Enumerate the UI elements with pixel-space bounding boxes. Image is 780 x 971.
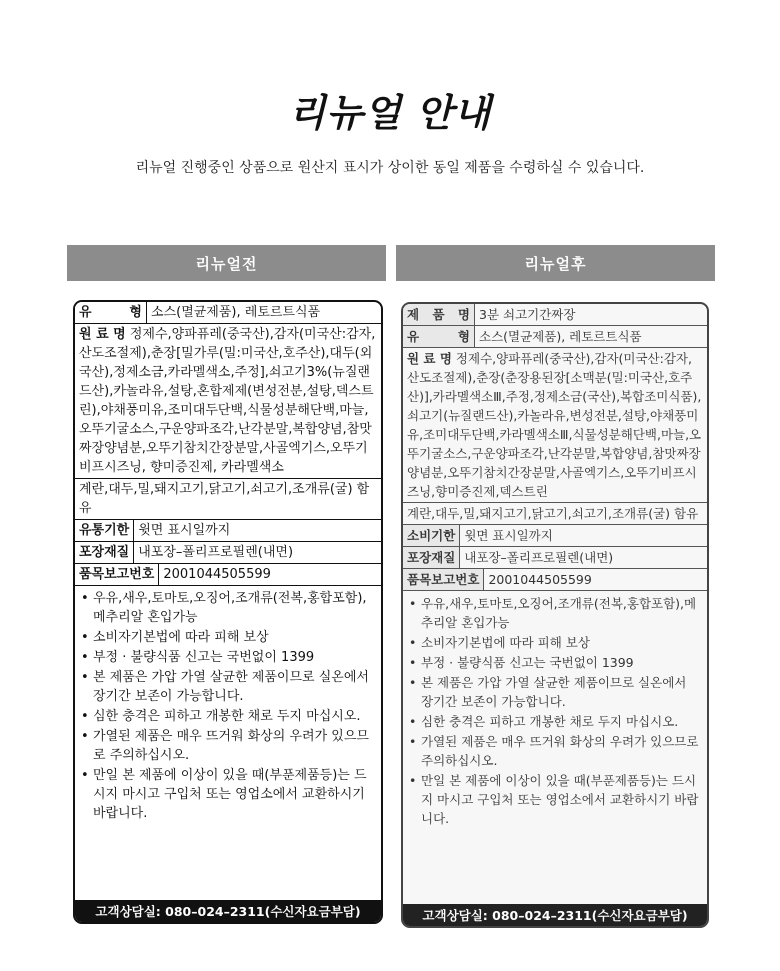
report-value: 2001044505599: [488, 572, 592, 587]
before-column-header: 리뉴얼전: [67, 245, 386, 281]
notes-list: [403, 591, 707, 831]
page-title: 리뉴얼 안내: [288, 91, 492, 135]
ingredients-value: 정제수,양파퓨레(중국산),감자(미국산:감자,산도조절제),춘장(춘장용된장[소맥분(밀:미국산,호주산)],카라멜색소Ⅲ,주정,정제소금(국산),복합조미식품),쇠고기(뉴질랜드산),카놀라유,변성전분,설탕,야채풍미유,조미대두단백,카라멜색소Ⅲ,식물성분해단백,마늘,오뚜기굴소스,구운양파조각,난각분말,복합양념,참맛짜장양념분,오뚜기참치간장분말,사골엑기스,오뚜기비프시즈닝,향미증진제,덱스트린: [407, 351, 702, 499]
expiry-row: [75, 520, 381, 542]
notes-list: [75, 586, 381, 826]
list-item: • 소비자기본법에 따라 피해 보상: [409, 633, 701, 652]
product-name-key: 제 품 명: [403, 304, 475, 325]
allergen-row: 계란,대두,밀,돼지고기,닭고기,쇠고기,조개류(굴) 함유: [75, 479, 381, 520]
customer-service-footer: 고객상담실: 080–024–2311(수신자요금부담): [75, 900, 381, 922]
ingredients-row: [403, 348, 707, 503]
list-item: • 소비자기본법에 따라 피해 보상: [81, 628, 375, 647]
packaging-value: 내포장–폴리프로필렌(내면): [138, 545, 294, 560]
packaging-row: [75, 542, 381, 564]
report-key: 품목보고번호: [75, 564, 159, 585]
after-label-image: [401, 302, 709, 928]
expiry-key: 유통기한: [75, 520, 134, 541]
packaging-key: 포장재질: [75, 542, 134, 563]
list-item: • 가열된 제품은 매우 뜨거워 화상의 우려가 있으므로 주의하십시오.: [81, 727, 375, 765]
expiry-value: 윗면 표시일까지: [138, 523, 231, 538]
list-item: • 부정 · 불량식품 신고는 국번없이 1399: [81, 648, 375, 667]
list-item: • 본 제품은 가압 가열 살균한 제품이므로 실온에서 장기간 보존이 가능합니다.: [409, 673, 701, 711]
expiry-key: 소비기한: [403, 525, 460, 546]
before-label-image: [73, 300, 383, 924]
type-value: 소스(멸균제품), 레토르트식품: [479, 329, 642, 344]
list-item: • 만일 본 제품에 이상이 있을 때(부푼제품등)는 드시지 마시고 구입처 또는 영업소에서 교환하시기 바랍니다.: [81, 766, 375, 823]
ingredients-value: 정제수,양파퓨레(중국산),감자(미국산:감자,산도조절제),춘장[밀가루(밀:미국산,호주산),대두(외국산),정제소금,카라멜색소,주정],쇠고기3%(뉴질랜드산),카놀라유,설탕,혼합제제(변성전분,설탕,덱스트린),야채풍미유,조미대두단백,식물성분해단백,마늘,오뚜기굴소스,구운양파조각,난각분말,복합양념,참맛짜장양념분,오뚜기참치간장분말,사골엑기스,오뚜기비프시즈닝, 향미증진제, 카라멜색소: [79, 327, 376, 475]
report-value: 2001044505599: [163, 567, 271, 582]
list-item: • 심한 충격은 피하고 개봉한 채로 두지 마십시오.: [409, 712, 701, 731]
customer-service-footer: 고객상담실: 080–024–2311(수신자요금부담): [403, 904, 707, 926]
expiry-value: 윗면 표시일까지: [464, 528, 553, 543]
packaging-row: [403, 547, 707, 569]
packaging-key: 포장재질: [403, 547, 460, 568]
report-row: [75, 564, 381, 586]
type-row: [75, 302, 381, 324]
type-value: 소스(멸균제품), 레토르트식품: [151, 305, 321, 320]
page-subtitle: 리뉴얼 진행중인 상품으로 원산지 표시가 상이한 동일 제품을 수령하실 수 있습니다.: [135, 160, 645, 176]
list-item: • 부정 · 불량식품 신고는 국번없이 1399: [409, 653, 701, 672]
list-item: • 심한 충격은 피하고 개봉한 채로 두지 마십시오.: [81, 707, 375, 726]
list-item: • 만일 본 제품에 이상이 있을 때(부푼제품등)는 드시지 마시고 구입처 또는 영업소에서 교환하시기 바랍니다.: [409, 771, 701, 828]
list-item: • 가열된 제품은 매우 뜨거워 화상의 우려가 있으므로 주의하십시오.: [409, 732, 701, 770]
list-item: • 우유,새우,토마토,오징어,조개류(전복,홍합포함),메추리알 혼입가능: [81, 589, 375, 627]
allergen-row: 계란,대두,밀,돼지고기,닭고기,쇠고기,조개류(굴) 함유: [403, 503, 707, 525]
ingredients-row: [75, 324, 381, 479]
list-item: • 본 제품은 가압 가열 살균한 제품이므로 실온에서 장기간 보존이 가능합니다.: [81, 668, 375, 706]
expiry-row: [403, 525, 707, 547]
product-name-row: [403, 304, 707, 326]
list-item: • 우유,새우,토마토,오징어,조개류(전복,홍합포함),메추리알 혼입가능: [409, 594, 701, 632]
ingredients-key: 원 료 명: [407, 351, 452, 366]
packaging-value: 내포장–폴리프로필렌(내면): [464, 550, 614, 565]
after-column-header: 리뉴얼후: [396, 245, 715, 281]
ingredients-key: 원 료 명: [79, 327, 126, 342]
report-key: 품목보고번호: [403, 569, 484, 590]
product-name-value: 3분 쇠고기간짜장: [479, 307, 576, 322]
type-row: [403, 326, 707, 348]
type-key: 유 형: [75, 302, 147, 323]
type-key: 유 형: [403, 326, 475, 347]
report-row: [403, 569, 707, 591]
